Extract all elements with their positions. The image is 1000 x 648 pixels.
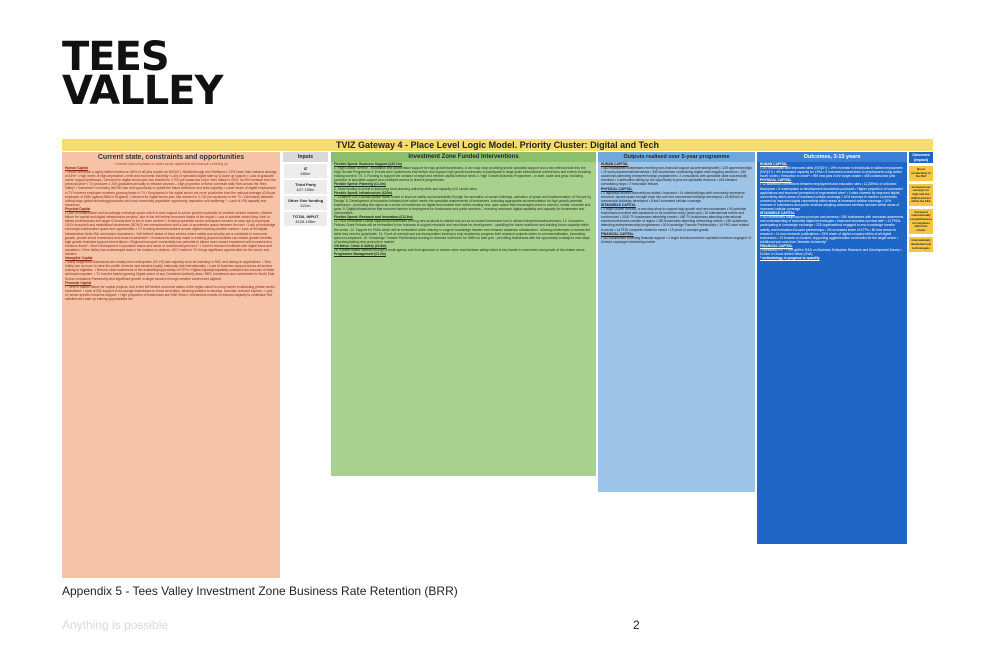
section-title: PHYSICAL CAPITAL bbox=[760, 178, 792, 183]
logo-line-2: VALLEY bbox=[62, 68, 223, 114]
section-title: PHYSICAL CAPITAL bbox=[601, 186, 633, 191]
appendix-caption: Appendix 5 - Tees Valley Investment Zone Business Rate Retention (BRR) bbox=[62, 584, 458, 598]
impact-heading-sub: (Impact) bbox=[914, 157, 928, 162]
input-value: £27.155m bbox=[296, 187, 315, 192]
section-title: Flexible Spend: Planning (£1.4m) bbox=[334, 182, 386, 187]
input-label: Other Gov funding bbox=[287, 198, 324, 203]
input-value: £80m bbox=[300, 171, 311, 176]
methodology-note: * methodology in progress to quantify bbox=[760, 256, 820, 261]
section-title: INTANGIBLE CAPITAL bbox=[760, 211, 795, 216]
outputs-heading: Outputs realised over 5-year programme bbox=[598, 152, 755, 162]
tees-valley-logo bbox=[62, 34, 223, 114]
input-label: IZ bbox=[303, 166, 308, 171]
section-title: Human Capital bbox=[65, 166, 89, 170]
input-cell bbox=[284, 164, 327, 178]
current-state-heading: Current state, constraints and opportunities bbox=[97, 154, 245, 161]
input-cell bbox=[284, 180, 327, 194]
current-state-column bbox=[62, 152, 280, 578]
section-title: Flexible Spend: Business Support (£26.2m) bbox=[334, 162, 402, 166]
current-state-subheading: * marked have emphasis on wider social capital that will underpin Levelling up bbox=[114, 162, 228, 166]
section-title: Off-Menu: Crime & Safety (£2.6m) bbox=[334, 243, 387, 248]
section-text: • 350 businesses receiving financial support • 4 angel investors/venture capitalist investors engaged • 5 Venture cap/angel networking events bbox=[601, 235, 752, 244]
impact-heading-title: Outcomes bbox=[912, 153, 930, 157]
section-title: INTANGIBLE CAPITAL bbox=[601, 202, 636, 207]
section-text: • 12 additional connections between employment and education sites • 12,289m2 of unlocked floorspace • 8 masterplans or development documents produced • Higher proportion of successful applications and improved perception of regenerated area* • 4 sites covered by improved digital connectivity within areas of increased cellular coverage • 10% increase in number of premises covered by improved digital connectivity within areas of increased cellular coverage • 10% increase in businesses and public services adopting advanced wireless services within areas of increased cellular coverage bbox=[760, 182, 903, 212]
impact-heading bbox=[909, 152, 933, 163]
input-cell bbox=[284, 212, 327, 226]
section-text: • 257 individuals with improved skills (NVQ3+) • 19% increase in individuals in skilled employment (NVQ3+) • 4% increased capacity for LPAs • 8 increased connections to employment using active travel routes • Reduction in crime* • 990 new jobs in the target cluster • 455 construction jobs bbox=[760, 166, 903, 179]
input-label: Third Party bbox=[294, 182, 317, 187]
input-value: £128.155m bbox=[295, 219, 316, 224]
logo-line-1: TEES bbox=[62, 34, 169, 80]
impact-column bbox=[909, 152, 933, 374]
impact-item: Internationally demanded new technologies bbox=[909, 237, 933, 252]
input-label: TOTAL INPUT bbox=[292, 214, 319, 219]
section-title: HUMAN CAPITAL bbox=[601, 162, 629, 166]
section-title: FINANCIAL CAPITAL bbox=[760, 243, 793, 248]
section-title: FINANCIAL CAPITAL bbox=[601, 231, 634, 236]
logic-model-title: TVIZ Gateway 4 - Place Level Logic Model. Priority Cluster: Digital and Tech bbox=[62, 139, 933, 151]
inputs-column bbox=[283, 152, 328, 302]
section-text: 11. R&D Innovation Grants supporting businesses to bring new products to market and act as an inward investment tool to attract entrepreneurs/businesses. 12. Innovation Fellows Grant Fellows will be embedded in the business to support research and new ideas for development - upskilling the future workforce and building future capacity within the sector. 13. Support for PhDs which will be embedded within industry to support knowledge transfer and enhance academic collaboration - allowing businesses to access the skills they need to grow/scale. 14. Proof-of-concept and pre-incorporation funding to help academics progress their research projects closer to commercialisation, increasing spinout companies. 15. Knowledge Transfer Partnerships funding to increase incentives for SMEs to take part – providing businesses with the opportunity to adapt to new ways of working/taking new products to market. bbox=[334, 219, 591, 244]
input-cell bbox=[284, 196, 327, 210]
section-title: HUMAN CAPITAL bbox=[760, 162, 788, 166]
section-text: • Increased FDI * • 9% uplift in R&D on Business Enterprise Research and Development Survey • £145m in Gross Added Value (GVA) bbox=[760, 247, 902, 257]
section-text: • There is market failure for capital projects, due to the left behind economic status of the region which is a key barrier to attracting private sector investment. • Lack of R&I support to encourage businesses to boost innovation, allowing clusters to develop, innovate, test and explore. • Lack of, sector specific business support. • High proportion of businesses are SME /micro / freelancers results in reduced capacity to undertake R&I activities and take up training opportunities etc bbox=[65, 284, 275, 301]
section-title: Programme Management (£3.2m) bbox=[334, 252, 386, 257]
section-text: • 2 highways access interventions added / improved • 14 sites/buildings with community severance removed, vacant space brought back into use and commercial buildings developed • 24,960m2 of commercial buildings developed • 8 km2 increased cellular coverage bbox=[601, 190, 745, 203]
interventions-heading: Investment Zone Funded Interventions bbox=[331, 152, 596, 162]
section-text: • 480 established businesses receiving non-financial support (accelerator/growth) • 225 apprenticeships • 20 work placements/internships • 350 businesses undertaking digital road mapping sessions • 180 academics attending entrepreneurship programmes • 2 consultants with specialist skills successfully recruited • 4 authorities taking up the opportunity to procure specialist resource • 444 blended consultancy days • 3 innovation fellows bbox=[601, 166, 752, 187]
section-text: 1. High Growth Service - incubation and acceleration support for high growth businesses. A one stop shop providing sector specialist support and a key referral route into the High Growth Programme 2. Events and Conferences that deliver and support high growth businesses to participate in large scale international conferences and events including hosting some in TV. 3. Funding to support the creation of angel and venture capital investor funds 4. High Growth Business Programme - to start, scale and grow, including provision of specialist support and a tailored access to finance programmes. bbox=[334, 166, 591, 183]
section-title: Intangible Capital bbox=[65, 256, 93, 261]
section-text: • Sector demands a highly skilled workforce (56% of all jobs require an NVQ4+). Middlesbrough and Hartlepool -13% lower than national average of 43%* • High levels of high deprivation, crime and economic inactivity • Lack of specialist digital start up & scale up support • Lack of graduate career support/pathways • Demand for digital sector jobs has resulted in 2,700 job vacancies in the Tees Valley in 2022, an 8% increase from the previous year* • TU produces 1,200 graduates annually in relevant courses – high proportion of these commute daily from across the Tees Valley* • Investment in industry led R&I has real opportunity to upskill the future workforce and build capacity • Lower share of digital employment in TV however employee numbers growing faster in TV • Employees in the digital sector are more productive than the national average (GVA per employee of £93k against £68k in England) • Demand for digital sector jobs has resulted in 2,700 job vacancies in the TV • Dichotomy between cutting edge global technology/products and local community population opportunity, aspiration and wellbeing * • Lack of LPA capacity and resources bbox=[65, 170, 277, 207]
section-title: Flexible Spend: Research and Innovation (£11.6m) bbox=[334, 215, 413, 220]
impact-item: Increased real earnings for high and low skilled workers within the FEA bbox=[909, 184, 933, 206]
section-text: 16. a place-based solution through a multi-agency and fund approach to reduce crime and increase safety which is key barrier to investment and growth of the cluster areas. bbox=[334, 247, 586, 252]
input-value: £21m bbox=[300, 203, 311, 208]
impact-item: Increased internationally competitiveness of companies within the cluster bbox=[909, 209, 933, 235]
section-title: Flexible Spend: Infrastructure (£32m) bbox=[334, 190, 393, 195]
section-text: • 1 High Growth Service, a one-stop-shop to support high growth and new businesses • 90 potential businesses provided with assistance to be business ready (start-ups) • 10 international events and conferences • 2000 TV businesses attending events • 450 TV businesses attending international events/conferences outside of region • 250 businesses attending networking events • 180 academics attending entrepreneurship programmes • 50 Knowledge Transfer Partnerships • 16 PHD start related to sector • 14 PHD complete related to sector • 15 proof of concept grants bbox=[601, 207, 749, 232]
outputs-column bbox=[598, 152, 755, 492]
section-text: 7. Enhance CRFS funded active travel routes to improve safety and accessibility through the animation of vacant buildings, activation of space and implementation of 'Secure by Design' 8. Development of innovation infrastructure which meets the specialist requirements of businesses -including appropriate accommodation for high growth potential businesses - promoting the region as a centre of excellence for digital and creative tech whilst creating new, open space that encourages users to connect, create, innovate and grow. 9. Digital infrastructure that removes barriers to deployment for businesses and public services – ensuring maximum digital capability and capacity for businesses and communities. bbox=[334, 194, 592, 216]
footer-tagline: Anything is possible bbox=[62, 618, 169, 632]
section-title: Physical Capital bbox=[65, 206, 91, 211]
impact-item: Boost productivity in the FEA bbox=[909, 166, 933, 181]
section-text: • 400 businesses adopting new products and services • 350 businesses with increased awareness and understanding of industrial digital technologies • Improved business survival rate* • 12 PhDs participating in knowledge exchange • 225 organisations engaged in new knowledge transfer activity and innovation focused partnerships • 4% increased share of KTPs • 80 new areas for research • 14 new research publications • 25% share of digital company births of all digital businesses • 15 tenants co-located, supporting agglomeration economics for the target sector • Additional spin outs from Teesside University* bbox=[760, 215, 904, 244]
inputs-heading: Inputs bbox=[283, 152, 328, 162]
section-text: • Many indigenous businesses are mostly micro enterprises (92.1%) lack capacity such as investing in R&D and taking on apprentices. • Tees Valley can do more to raise the profile of sector and clusters locally, nationally and internationally. • Lack of business support across all sectors looking to digitalise. • Need to raise awareness of the availability/opportunity of KTPs • Digital capacity/capability underpins the success of wider sectors/ecosystem. • TV has the fastest growing Digital sector of any Combined Authority area • BBC investment and commitment to North East Screen Industries Partnership and significant growth in target clusters through creative content and digitech bbox=[65, 260, 275, 281]
outcomes-column bbox=[757, 152, 907, 544]
section-title: Financial Capital bbox=[65, 280, 92, 285]
page-number: 2 bbox=[633, 618, 640, 632]
section-text: 6. Seed funding to invest in improving local planning authority skills and capacity in I2 cluster sites. bbox=[334, 186, 478, 191]
interventions-column bbox=[331, 152, 596, 476]
outcomes-heading: Outcomes, 3-15 years bbox=[757, 152, 907, 162]
section-text: • Lack of collaboration and knowledge exchange space which is core support to sector growth especially for creative content creators • Market failure for capital and digital infrastructure projects, due to the left behind economic status of the region • Lack of suitable urban living 'vibe' to attract professionals and target i2 businesses to live in town centres* • Existing specialist sector workspace focuses on start ups (Launchpad, 100% occupied) and established businesses (BOHO) are oversubscribed with a lack of accelerator space between the two* • Lack of knowledge exchange/collaboration space and opportunities • TV is losing business leaders across digital including creative content • Lack of 5G/digital infrastructure limits R&I and inward investment • 'Left behind' status of town centres where safety and security are a constraint to economic growth, private sector investment and inward investment* • Investments already made in existing physical facilities can realise greater benefits high growth business support interventions • Regional transport connectivity has potential to attract more inward investment with investment to enhance these* • New Development Corporation status and areas of underdeveloped land * • Current research institutes with digital focus and reputation • Tees Valley has undeveloped land in the location of clusters • 5G Trusted in TV brings significant opportunities for the sector and clusters bbox=[65, 211, 276, 256]
